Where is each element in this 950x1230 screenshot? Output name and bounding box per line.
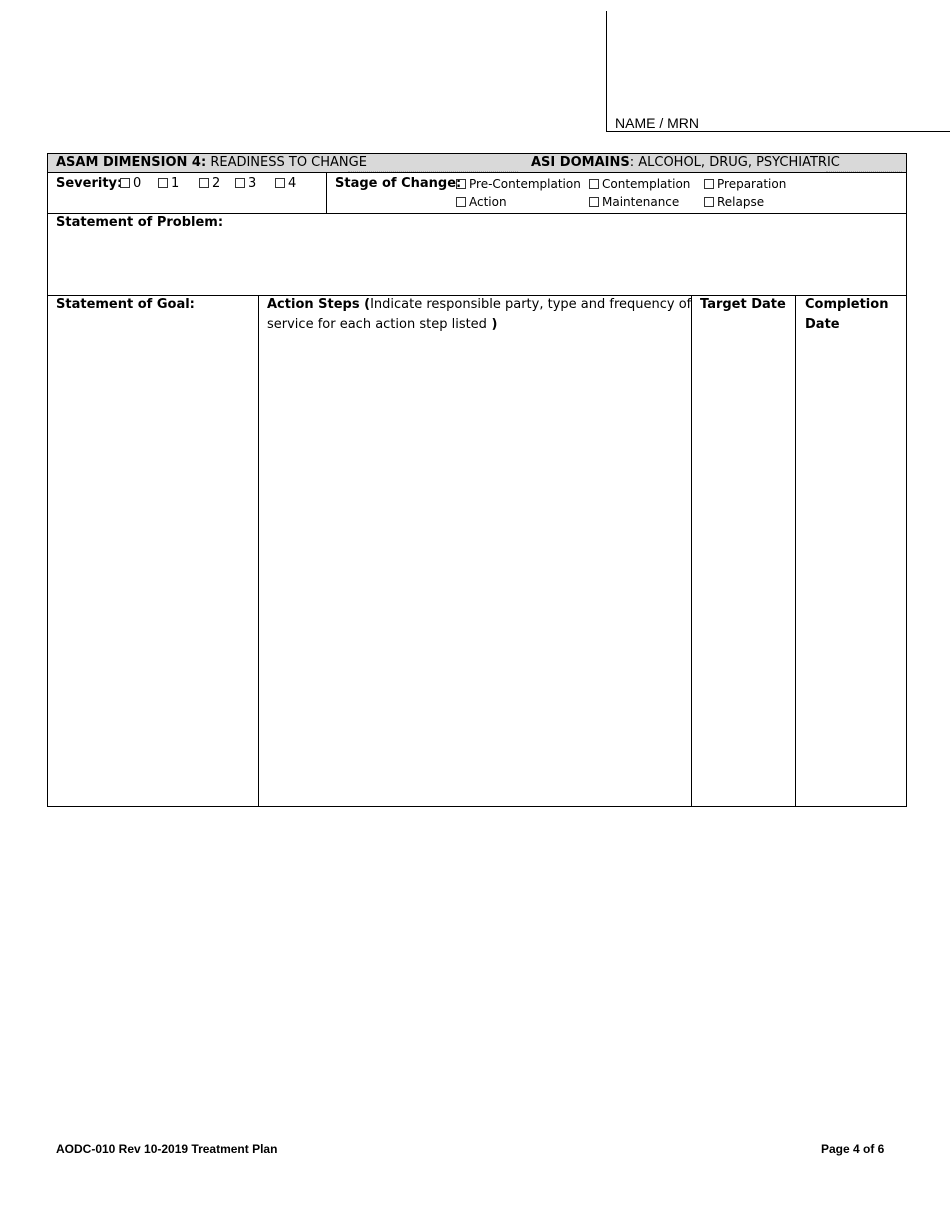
severity-option[interactable]: [199, 175, 220, 193]
name-box-left-border: [606, 11, 607, 132]
completion-date-header[interactable]: [805, 296, 888, 314]
stage-option-label: Action: [469, 195, 507, 209]
stage-option-label: Relapse: [717, 195, 765, 209]
severity-option-label: 0: [133, 176, 142, 191]
checkbox-icon[interactable]: [235, 178, 245, 188]
statement-of-problem-text: Statement of Problem:: [56, 215, 224, 230]
goal-column-divider: [258, 295, 259, 807]
severity-option[interactable]: [158, 175, 179, 193]
stage-of-change-label: [335, 175, 461, 193]
checkbox-icon[interactable]: [456, 179, 466, 189]
checkbox-icon[interactable]: [589, 179, 599, 189]
statement-of-goal-text: Statement of Goal:: [56, 297, 195, 312]
checkbox-icon[interactable]: [456, 197, 466, 207]
stage-option-action[interactable]: [456, 193, 507, 211]
severity-option[interactable]: [120, 175, 141, 193]
severity-option[interactable]: [235, 175, 256, 193]
action-steps-close-paren: ): [486, 317, 498, 332]
severity-option-label: 3: [248, 176, 257, 191]
severity-option-label: 1: [171, 176, 180, 191]
asam-dimension-value: READINESS TO CHANGE: [206, 155, 367, 170]
stage-option-label: Maintenance: [602, 195, 680, 209]
header-dotted-leader: [348, 154, 518, 172]
asi-domains-value: : ALCOHOL, DRUG, PSYCHIATRIC: [629, 155, 840, 170]
name-box-bottom-border: [606, 131, 950, 132]
stage-option-label: Contemplation: [602, 177, 691, 191]
completion-date-header-line2: [805, 316, 840, 334]
stage-option-relapse[interactable]: [704, 193, 764, 211]
checkbox-icon[interactable]: [704, 179, 714, 189]
checkbox-icon[interactable]: [199, 178, 209, 188]
severity-option-label: 4: [288, 176, 297, 191]
stage-of-change-label-text: Stage of Change:: [335, 176, 462, 191]
stage-option-label: Preparation: [717, 177, 787, 191]
severity-option-label: 2: [212, 176, 221, 191]
action-steps-label: Action Steps (: [267, 297, 371, 312]
severity-stage-divider: [326, 172, 327, 213]
statement-of-goal-label[interactable]: [56, 296, 195, 314]
stage-option-maintenance[interactable]: [589, 193, 679, 211]
completion-date-label-line2: Date: [805, 317, 840, 332]
asam-dimension-label: ASAM DIMENSION 4:: [56, 155, 207, 170]
treatment-plan-table: [47, 153, 907, 807]
statement-of-problem-label[interactable]: [56, 214, 223, 232]
action-steps-description: Indicate responsible party, type and frequency of: [370, 297, 692, 312]
action-steps-header[interactable]: [267, 296, 691, 314]
checkbox-icon[interactable]: [704, 197, 714, 207]
stage-option-preparation[interactable]: [704, 175, 786, 193]
form-id-footer: AODC-010 Rev 10-2019 Treatment Plan: [56, 1142, 278, 1156]
page-number: Page 4 of 6: [821, 1142, 885, 1156]
checkbox-icon[interactable]: [120, 178, 130, 188]
action-steps-header-line2: [267, 316, 497, 334]
asi-domains-label: ASI DOMAINS: [531, 155, 630, 170]
severity-option[interactable]: [275, 175, 296, 193]
stage-option-label: Pre-Contemplation: [469, 177, 581, 191]
checkbox-icon[interactable]: [589, 197, 599, 207]
name-mrn-label: NAME / MRN: [615, 115, 699, 131]
stage-option-contemplation[interactable]: [589, 175, 690, 193]
action-column-divider: [691, 295, 692, 807]
asam-dimension-title: [56, 154, 367, 172]
severity-group: [56, 175, 122, 193]
asi-domains-title: [531, 154, 840, 172]
target-date-label: Target Date: [700, 297, 786, 312]
action-steps-description-line2: service for each action step listed: [267, 317, 487, 332]
stage-option-pre-contemplation[interactable]: [456, 175, 581, 193]
target-date-header[interactable]: [700, 296, 786, 314]
checkbox-icon[interactable]: [275, 178, 285, 188]
checkbox-icon[interactable]: [158, 178, 168, 188]
target-column-divider: [795, 295, 796, 807]
row-divider: [47, 172, 907, 173]
severity-label: Severity:: [56, 176, 123, 191]
completion-date-label: Completion: [805, 297, 889, 312]
